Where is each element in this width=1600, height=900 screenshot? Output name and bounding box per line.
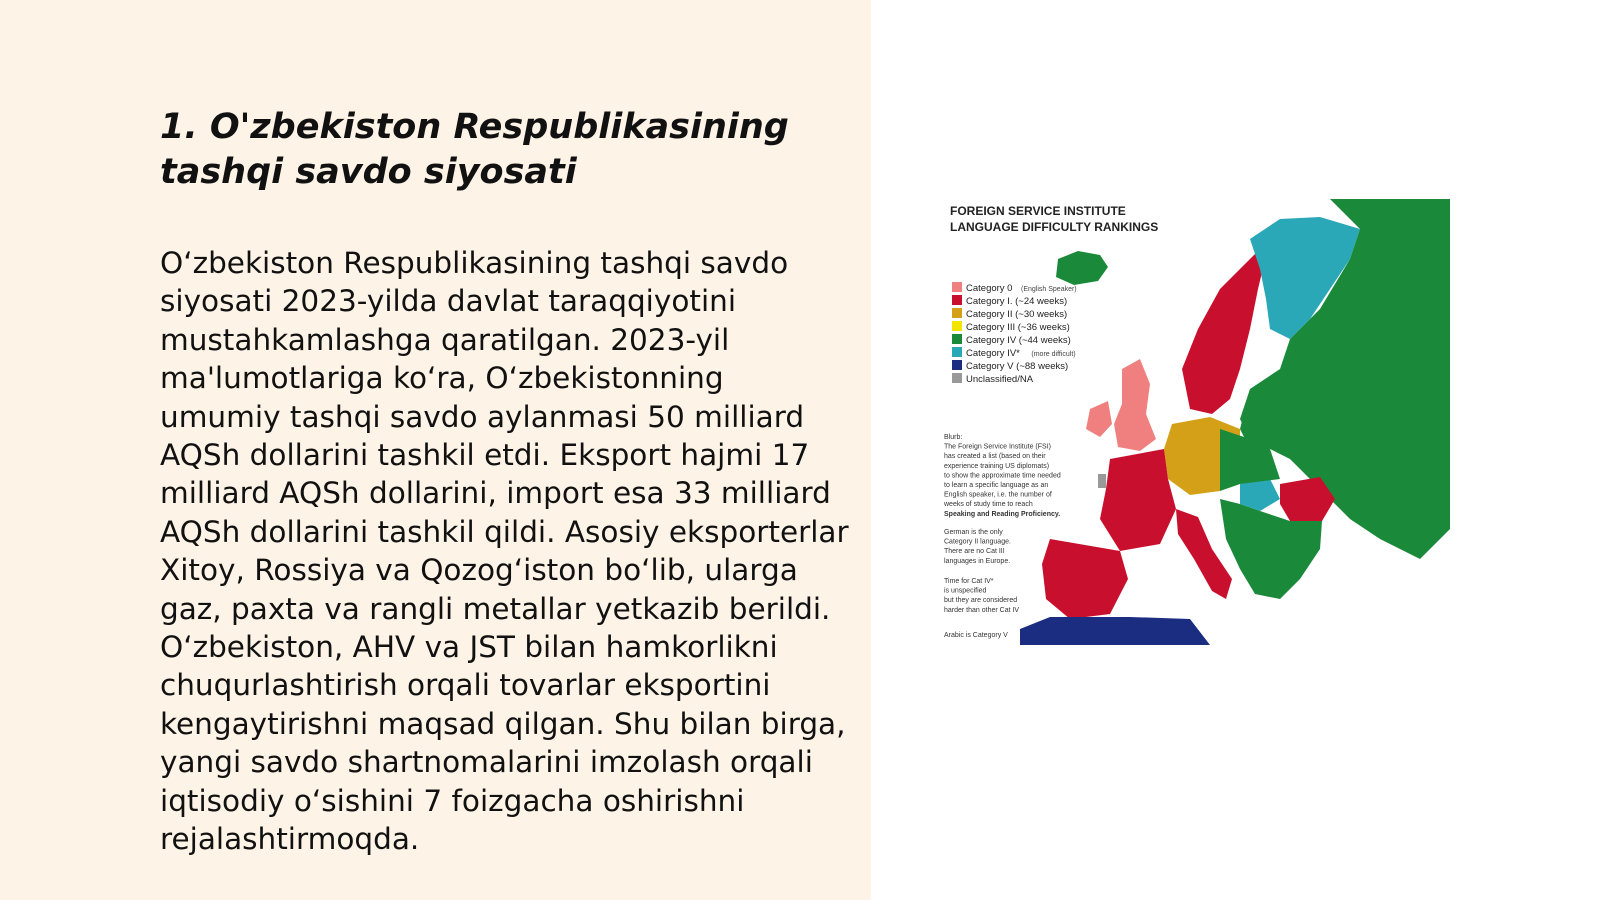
legend-note: (English Speaker) xyxy=(1021,286,1077,293)
legend-swatch xyxy=(952,334,962,344)
map-text-line: but they are considered xyxy=(944,597,1018,605)
map-text-line: The Foreign Service Institute (FSI) xyxy=(944,443,1051,451)
slide-title: 1. O'zbekiston Respublikasining tashqi savdo siyosati xyxy=(160,107,789,192)
map-text-line: has created a list (based on their xyxy=(944,453,1046,461)
map-note-arabic: Arabic is Category V xyxy=(944,632,1008,639)
map-text-line: harder than other Cat IV xyxy=(944,606,1020,614)
legend-swatch xyxy=(952,373,962,383)
legend-swatch xyxy=(952,321,962,331)
map-text-line: to learn a specific language as an xyxy=(944,482,1049,489)
map-text-line: to show the approximate time needed xyxy=(944,472,1061,480)
map-text-line: languages in Europe. xyxy=(944,557,1011,565)
legend-swatch xyxy=(952,282,962,292)
legend-label: Category 0 xyxy=(966,283,1013,294)
map-title-line2: LANGUAGE DIFFICULTY RANKINGS xyxy=(950,220,1159,234)
map-text-line: English speaker, i.e. the number of xyxy=(944,491,1052,499)
map-text-line: There are no Cat III xyxy=(944,548,1005,556)
map-text-line: experience training US diplomats) xyxy=(944,462,1050,470)
map-title-line1: FOREIGN SERVICE INSTITUTE xyxy=(950,204,1126,218)
legend-swatch xyxy=(952,308,962,318)
legend-label: Category II (~30 weeks) xyxy=(966,309,1068,320)
map-text-line: German is the only xyxy=(944,529,1003,536)
map-text-line: is unspecified xyxy=(944,587,987,595)
europe-language-map xyxy=(944,199,1450,645)
map-text-line: Blurb: xyxy=(944,434,963,441)
legend-note: (more difficult) xyxy=(1031,351,1076,358)
legend-label: Category I. (~24 weeks) xyxy=(966,296,1068,307)
legend-swatch xyxy=(952,347,962,357)
map-text-line: Time for Cat IV* xyxy=(944,578,994,585)
slide-body-text: O‘zbekiston Respublikasining tashqi savdo siyosati 2023-yilda davlat taraqqiyotini mustahkamlashga qaratilgan. 2023-yil ma'lumotlariga ko‘ra, O‘zbekistonning umumiy tashqi savdo aylanmasi 50 milliard AQSh dollarini tashkil etdi. Eksport hajmi 17 milliard AQSh dollarini, import esa 33 milliard AQSh dollarini tashkil qildi. Asosiy eksporterlar Xitoy, Rossiya va Qozog‘iston bo‘lib, ularga gaz, paxta va rangli metallar yetkazib berildi. O‘zbekiston, AHV va JST bilan hamkorlikni chuqurlashtirish orqali tovarlar eksportini kengaytirishni maqsad qilgan. Shu bilan birga, yangi savdo shartnomalarini imzolash orqali iqtisodiy o‘sishini 7 foizgacha oshirishni rejalashtirmoqda. xyxy=(160,246,849,857)
map-image xyxy=(944,199,1450,645)
legend-label: Category III (~36 weeks) xyxy=(966,322,1070,333)
legend-swatch xyxy=(952,295,962,305)
legend-label: Category IV* xyxy=(966,348,1020,359)
map-text-line: Speaking and Reading Proficiency. xyxy=(944,510,1061,518)
map-text-line: weeks of study time to reach xyxy=(944,501,1033,509)
legend-label: Category V (~88 weeks) xyxy=(966,361,1069,372)
legend-label: Category IV (~44 weeks) xyxy=(966,335,1071,346)
legend-label: Unclassified/NA xyxy=(966,374,1034,385)
map-text-line: Category II language. xyxy=(944,538,1011,546)
legend-swatch xyxy=(952,360,962,370)
